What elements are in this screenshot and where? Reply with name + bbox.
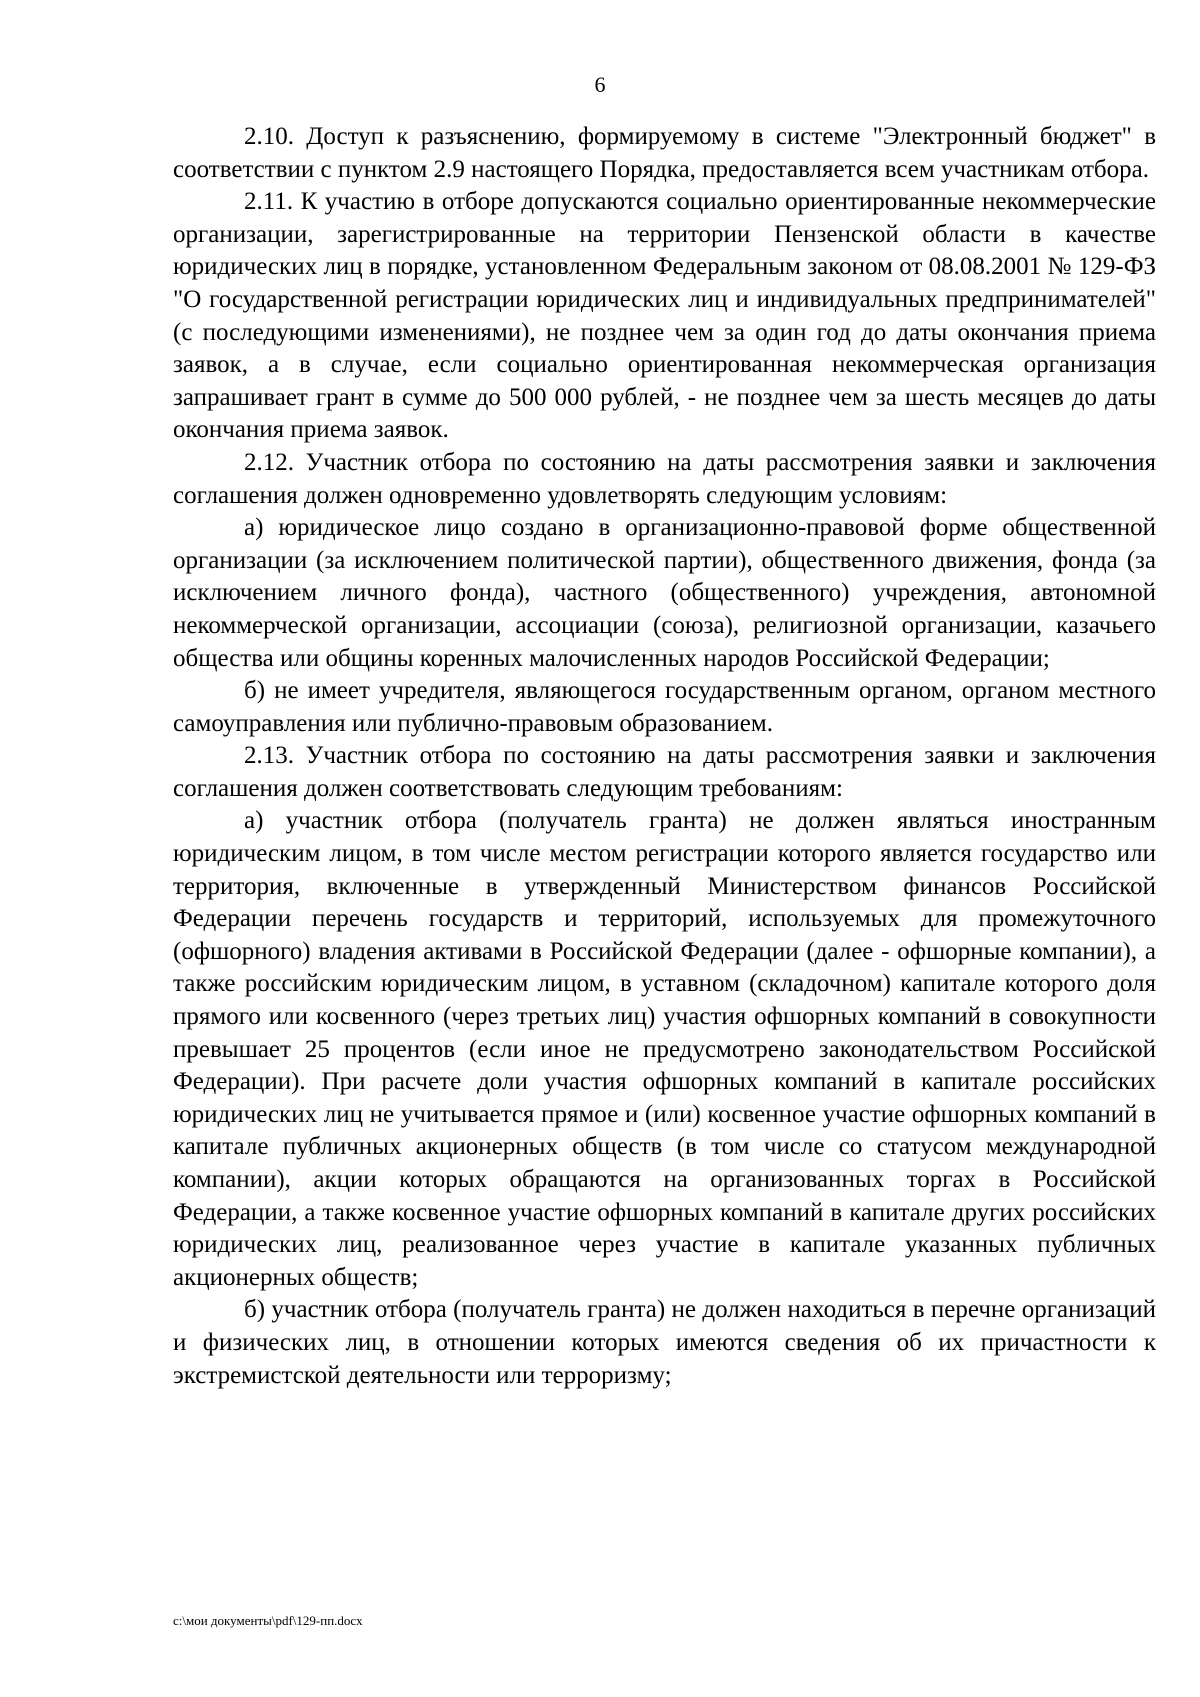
document-body bbox=[173, 121, 1156, 1392]
paragraph-2-13-a: а) участник отбора (получатель гранта) не должен являться иностранным юридическим лицом, в том числе местом регистрации которого является государство или территория, включенные в утвержденный Министерством финансов Российской Федерации перечень государств и территорий, используемых для промежуточного (офшорного) владения активами в Российской Федерации (далее - офшорные компании), а также российским юридическим лицом, в уставном (складочном) капитале которого доля прямого или косвенного (через третьих лиц) участия офшорных компаний в совокупности превышает 25 процентов (если иное не предусмотрено законодательством Российской Федерации). При расчете доли участия офшорных компаний в капитале российских юридических лиц не учитывается прямое и (или) косвенное участие офшорных компаний в капитале публичных акционерных обществ (в том числе со статусом международной компании), акции которых обращаются на организованных торгах в Российской Федерации, а также косвенное участие офшорных компаний в капитале других российских юридических лиц, реализованное через участие в капитале указанных публичных акционерных обществ; bbox=[173, 807, 1156, 1291]
paragraph-2-13: 2.13. Участник отбора по состоянию на даты рассмотрения заявки и заключения соглашения должен соответствовать следующим требованиям: bbox=[173, 742, 1156, 802]
paragraph-2-10: 2.10. Доступ к разъяснению, формируемому в системе "Электронный бюджет" в соответствии с пунктом 2.9 настоящего Порядка, предоставляется всем участникам отбора. bbox=[173, 123, 1156, 183]
paragraph-2-13-b: б) участник отбора (получатель гранта) не должен находиться в перечне организаций и физических лиц, в отношении которых имеются сведения об их причастности к экстремистской деятельности или терроризму; bbox=[173, 1296, 1156, 1389]
paragraph-2-12-a: а) юридическое лицо создано в организационно-правовой форме общественной организации (за исключением политической партии), общественного движения, фонда (за исключением личного фонда), частного (общественного) учреждения, автономной некоммерческой организации, ассоциации (союза), религиозной организации, казачьего общества или общины коренных малочисленных народов Российской Федерации; bbox=[173, 514, 1156, 672]
paragraph-2-11: 2.11. К участию в отборе допускаются социально ориентированные некоммерческие организации, зарегистрированные на территории Пензенской области в качестве юридических лиц в порядке, установленном Федеральным законом от 08.08.2001 № 129-ФЗ "О государственной регистрации юридических лиц и индивидуальных предпринимателей" (с последующими изменениями), не позднее чем за один год до даты окончания приема заявок, а в случае, если социально ориентированная некоммерческая организация запрашивает грант в сумме до 500 000 рублей, - не позднее чем за шесть месяцев до даты окончания приема заявок. bbox=[173, 188, 1156, 444]
paragraph-2-12-b: б) не имеет учредителя, являющегося государственным органом, органом местного самоуправления или публично-правовым образованием. bbox=[173, 677, 1156, 737]
footer-file-path: c:\мои документы\pdf\129-пп.docx bbox=[173, 1613, 363, 1628]
paragraph-2-12: 2.12. Участник отбора по состоянию на даты рассмотрения заявки и заключения соглашения должен одновременно удовлетворять следующим условиям: bbox=[173, 448, 1156, 509]
page-number: 6 bbox=[594, 72, 606, 97]
